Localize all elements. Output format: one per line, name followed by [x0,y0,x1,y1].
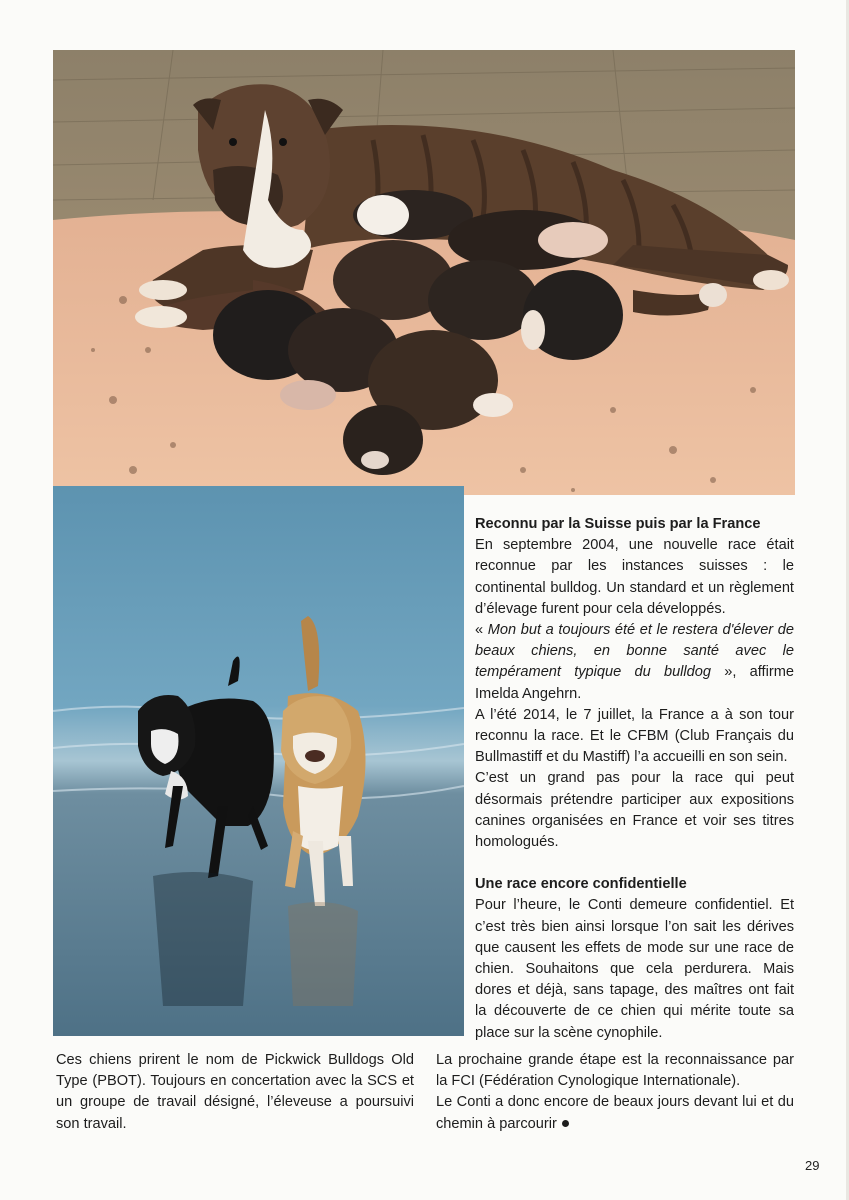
paragraph-fci: La prochaine grande étape est la reconnaissance par la FCI (Fédération Cynologique Internationale). [436,1052,794,1090]
paragraph-pickwick: Ces chiens prirent le nom de Pickwick Bulldogs Old Type (PBOT). Toujours en concertation avec la SCS et un groupe de travail désigné, l’éleveuse a poursuivi son travail. [56,1052,414,1132]
end-of-article-bullet-icon [562,1120,569,1127]
paragraph-grand-pas: C’est un grand pas pour la race qui peut désormais prétendre participer aux expositions canines organisées en France et voir ses titres homologués. [475,770,794,851]
article-bottom-right [436,1050,794,1135]
quote-open: « [475,622,488,639]
conclusion-text: Le Conti a donc encore de beaux jours devant lui et du chemin à parcourir [436,1094,794,1132]
photo-mother-and-puppies-illustration [53,50,795,495]
article-bottom-left [56,1050,414,1135]
photo-mother-and-puppies [53,50,795,495]
section-heading-reconnu: Reconnu par la Suisse puis par la France [475,516,761,532]
paragraph-conclusion [436,1092,794,1134]
photo-bulldogs-on-beach [53,486,464,1036]
quote-paragraph [475,620,794,705]
photo-bulldogs-on-beach-illustration [53,486,464,1036]
paragraph-ete-2014: A l’été 2014, le 7 juillet, la France a à son tour reconnu la race. Et le CFBM (Club Français du Bullmastiff et du Mastiff) l’a accueilli en son sein. [475,706,794,766]
article-right-column [475,514,794,1044]
quote-text: Mon but a toujours été et le restera d'élever de beaux chiens, en bonne santé avec le tempérament typique du bulldog [475,622,795,681]
section-heading-confidentielle: Une race encore confidentielle [475,876,687,893]
quote-attribution: », affirme Imelda Angehrn. [475,664,794,702]
paragraph-conti-confidentiel: Pour l’heure, le Conti demeure confidentiel. Et c’est très bien ainsi lorsque l’on sait les dérives que causent les effets de mode sur une race de chien. Souhaitons que cela perdurera. Mais dores et déjà, sans tapage, des maîtres ont fait la découverte de ce chien qui mérite toute sa place sur la scène cynophile. [475,897,794,1041]
page-number: 29 [805,1158,820,1173]
paragraph-septembre-2004: En septembre 2004, une nouvelle race était reconnue par les instances suisses : le continental bulldog. Un standard et un règlement d’élevage furent pour cela développés. [475,537,794,617]
